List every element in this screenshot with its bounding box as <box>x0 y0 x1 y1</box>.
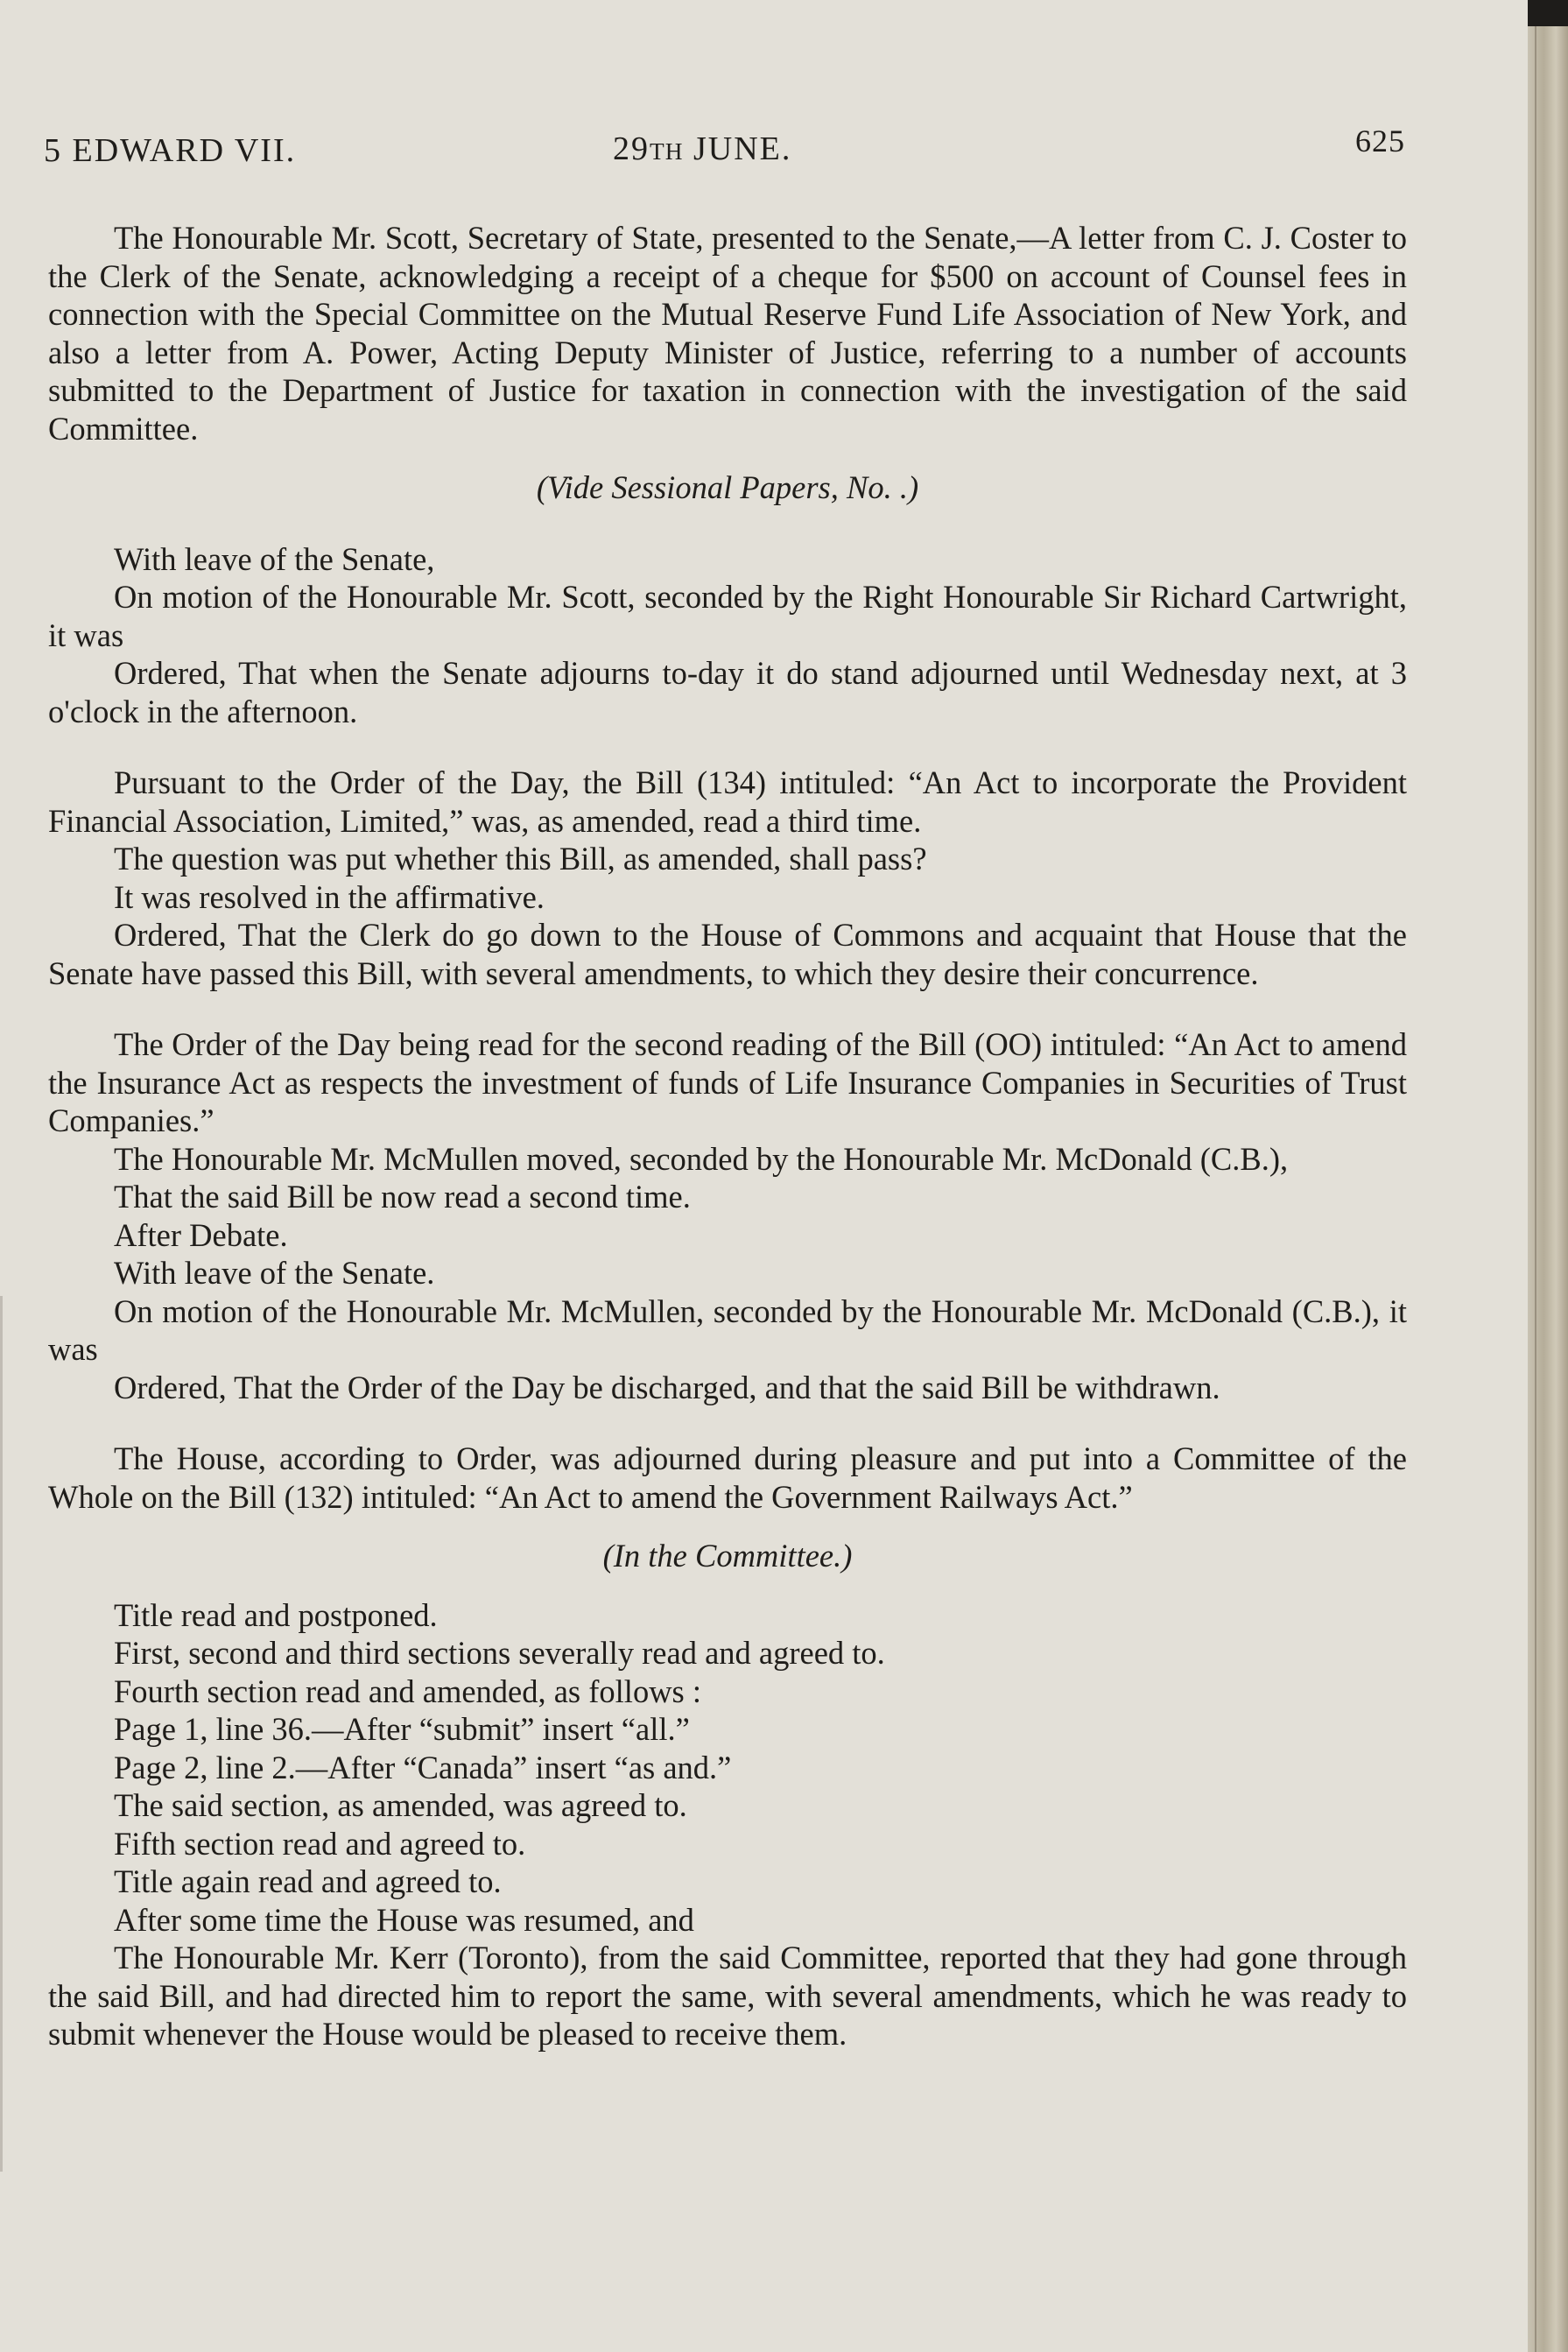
committee-line-1: Title read and postponed. <box>114 1596 438 1633</box>
header-date-month: JUNE. <box>693 130 792 167</box>
paragraph-second-time: That the said Bill be now read a second time. <box>114 1179 691 1215</box>
committee-line-6: The said section, as amended, was agreed to. <box>114 1787 687 1823</box>
header-reign-number: 5 <box>44 132 62 169</box>
paragraph-ordered-discharged: Ordered, That the Order of the Day be discharged, and that the said Bill be withdrawn. <box>114 1369 1220 1405</box>
committee-line-2: First, second and third sections severally read and agreed to. <box>114 1635 885 1671</box>
header-date <box>613 130 791 168</box>
committee-line-8: Title again read and agreed to. <box>114 1863 502 1899</box>
paragraph-resolved: It was resolved in the affirmative. <box>114 878 545 915</box>
paragraph-leave-2: With leave of the Senate. <box>114 1255 435 1291</box>
committee-line-9: After some time the House was resumed, and <box>114 1901 694 1938</box>
running-header <box>44 123 1405 175</box>
paragraph-ordered-adjourn: Ordered, That when the Senate adjourns to-day it do stand adjourned until Wednesday next, at 3 o'clock in the afternoon. <box>48 655 1407 729</box>
paragraph-motion-scott: On motion of the Honourable Mr. Scott, seconded by the Right Honourable Sir Richard Cartwright, it was <box>48 579 1407 653</box>
paragraph-leave: With leave of the Senate, <box>114 540 435 577</box>
paragraph-mcmullen-moved: The Honourable Mr. McMullen moved, seconded by the Honourable Mr. McDonald (C.B.), <box>114 1140 1289 1177</box>
paragraph-bill-oo: The Order of the Day being read for the second reading of the Bill (OO) intituled: “An Act to amend the Insurance Act as respects the investment of funds of Life Insurance Companies in Securities of Trust Companies.” <box>48 1026 1407 1138</box>
in-the-committee: (In the Committee.) <box>602 1538 853 1574</box>
page-left-edge <box>0 1296 3 2172</box>
paragraph-question-put: The question was put whether this Bill, as amended, shall pass? <box>114 841 927 877</box>
paragraph-motion-mcmullen: On motion of the Honourable Mr. McMullen, seconded by the Honourable Mr. McDonald (C.B.), it was <box>48 1292 1407 1367</box>
committee-line-4: Page 1, line 36.—After “submit” insert “all.” <box>114 1711 690 1747</box>
paragraph-ordered-clerk: Ordered, That the Clerk do go down to the House of Commons and acquaint that House that the Senate have passed this Bill, with several amendments, to which they desire their concurrence. <box>48 917 1407 991</box>
vide-sessional-papers: (Vide Sessional Papers, No. .) <box>536 469 919 505</box>
header-date-suffix: TH <box>650 138 684 165</box>
paragraph-bill-134: Pursuant to the Order of the Day, the Bill (134) intituled: “An Act to incorporate the Provident Financial Association, Limited,” was, as amended, read a third time. <box>48 764 1407 839</box>
header-reign <box>44 131 296 170</box>
committee-line-7: Fifth section read and agreed to. <box>114 1825 526 1862</box>
page-number: 625 <box>1355 123 1405 158</box>
paragraph-scott-letter: The Honourable Mr. Scott, Secretary of State, presented to the Senate,—A letter from C. J. Coster to the Clerk of the Senate, acknowledging a receipt of a cheque for $500 on account of Counsel fees in connection with the Special Committee on the Mutual Reserve Fund Life Association of New York, and also a letter from A. Power, Acting Deputy Minister of Justice, referring to a number of accounts submitted to the Department of Justice for taxation in connection with the investigation of the said Committee. <box>48 220 1407 447</box>
header-reign-name: EDWARD VII. <box>72 132 297 169</box>
committee-line-3: Fourth section read and amended, as follows : <box>114 1672 702 1709</box>
committee-report-kerr: The Honourable Mr. Kerr (Toronto), from the said Committee, reported that they had gone through the said Bill, and had directed him to report the same, with several amendments, which he was ready to submit whenever the House would be pleased to receive them. <box>48 1940 1407 2052</box>
dark-corner <box>1528 0 1568 26</box>
committee-line-5: Page 2, line 2.—After “Canada” insert “as and.” <box>114 1749 732 1785</box>
journal-body <box>48 219 1407 2053</box>
paragraph-after-debate: After Debate. <box>114 1216 288 1253</box>
book-spine-edge <box>1528 0 1568 2352</box>
paragraph-committee-whole: The House, according to Order, was adjourned during pleasure and put into a Committee of the Whole on the Bill (132) intituled: “An Act to amend the Government Railways Act.” <box>48 1440 1407 1515</box>
header-date-day: 29 <box>613 130 650 167</box>
